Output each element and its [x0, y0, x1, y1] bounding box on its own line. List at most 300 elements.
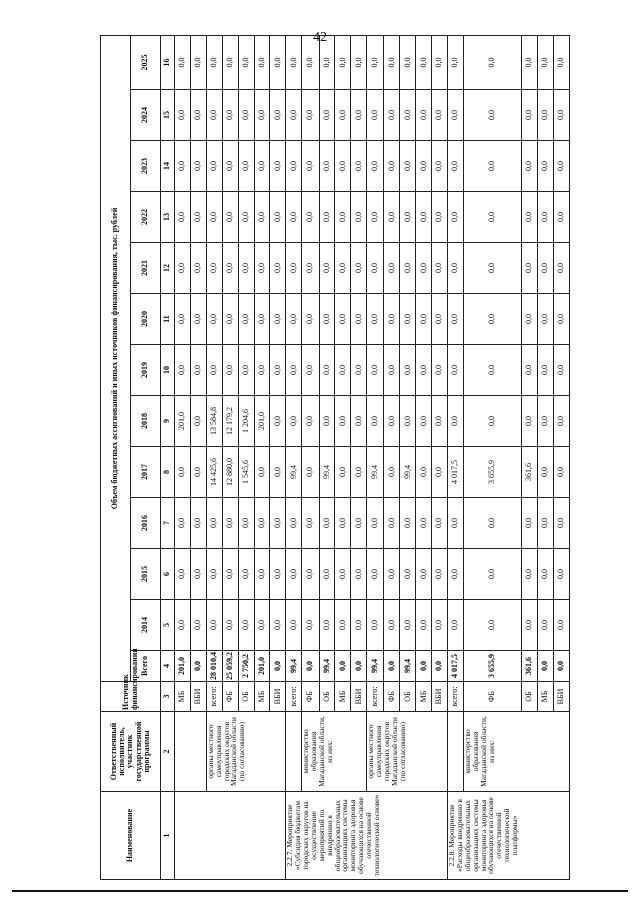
- year-value: 0,0: [270, 345, 286, 396]
- year-value: 0,0: [400, 35, 416, 89]
- responsible-executor: [175, 712, 207, 792]
- year-value: 0,0: [319, 549, 335, 600]
- year-value: 0,0: [522, 498, 538, 549]
- column-index: 1: [161, 792, 175, 880]
- year-value: 0,0: [351, 35, 367, 89]
- year-value: 0,0: [416, 35, 432, 89]
- header-year: 2022: [131, 192, 161, 243]
- year-value: 0,0: [538, 549, 554, 600]
- year-value: 0,0: [254, 600, 270, 651]
- year-value: 0,0: [335, 447, 351, 498]
- column-index: 4: [161, 651, 175, 682]
- column-index: 15: [161, 90, 175, 141]
- funding-source: МБ: [175, 682, 191, 712]
- year-value: 0,0: [416, 294, 432, 345]
- year-value: 0,0: [254, 141, 270, 192]
- column-index: 16: [161, 35, 175, 89]
- year-value: 12 179,2: [222, 396, 238, 447]
- total-value: 99,4: [319, 651, 335, 682]
- year-value: 0,0: [335, 35, 351, 89]
- year-value: 0,0: [270, 35, 286, 89]
- year-value: 0,0: [175, 90, 191, 141]
- year-value: 0,0: [400, 396, 416, 447]
- year-value: 0,0: [302, 192, 319, 243]
- year-value: 0,0: [190, 294, 206, 345]
- year-value: 0,0: [367, 243, 384, 294]
- year-value: 0,0: [553, 345, 569, 396]
- year-value: 0,0: [464, 192, 522, 243]
- year-value: 0,0: [384, 90, 400, 141]
- year-value: 3 655,9: [464, 447, 522, 498]
- year-value: 0,0: [522, 90, 538, 141]
- year-value: 0,0: [367, 600, 384, 651]
- year-value: 0,0: [286, 90, 302, 141]
- year-value: 0,0: [448, 549, 464, 600]
- funding-source: МБ: [254, 682, 270, 712]
- year-value: 0,0: [222, 35, 238, 89]
- total-value: 0,0: [553, 651, 569, 682]
- year-value: 0,0: [222, 345, 238, 396]
- year-value: 0,0: [522, 549, 538, 600]
- year-value: 0,0: [175, 294, 191, 345]
- year-value: 0,0: [206, 243, 222, 294]
- year-value: 0,0: [522, 396, 538, 447]
- column-index: 11: [161, 294, 175, 345]
- year-value: 0,0: [416, 345, 432, 396]
- year-value: 0,0: [432, 35, 448, 89]
- year-value: 0,0: [175, 447, 191, 498]
- year-value: 0,0: [553, 192, 569, 243]
- total-value: 28 010,4: [206, 651, 222, 682]
- year-value: 0,0: [190, 243, 206, 294]
- year-value: 0,0: [448, 35, 464, 89]
- year-value: 0,0: [367, 396, 384, 447]
- year-value: 0,0: [335, 549, 351, 600]
- column-index: 2: [161, 712, 175, 792]
- year-value: 0,0: [367, 294, 384, 345]
- total-value: 0,0: [384, 651, 400, 682]
- year-value: 0,0: [175, 498, 191, 549]
- year-value: 0,0: [553, 549, 569, 600]
- year-value: 0,0: [302, 396, 319, 447]
- year-value: 0,0: [270, 549, 286, 600]
- funding-source: всего:: [286, 682, 302, 712]
- year-value: 0,0: [448, 243, 464, 294]
- funding-source: МБ: [335, 682, 351, 712]
- year-value: 0,0: [553, 396, 569, 447]
- year-value: 0,0: [553, 294, 569, 345]
- year-value: 0,0: [522, 35, 538, 89]
- year-value: 0,0: [367, 498, 384, 549]
- year-value: 0,0: [538, 498, 554, 549]
- year-value: 0,0: [416, 192, 432, 243]
- year-value: 0,0: [367, 141, 384, 192]
- year-value: 0,0: [432, 447, 448, 498]
- year-value: 0,0: [432, 345, 448, 396]
- header-year: 2025: [131, 35, 161, 89]
- year-value: 0,0: [416, 90, 432, 141]
- year-value: 0,0: [448, 294, 464, 345]
- year-value: 0,0: [384, 396, 400, 447]
- year-value: 99,4: [319, 447, 335, 498]
- year-value: 0,0: [432, 294, 448, 345]
- year-value: 0,0: [302, 243, 319, 294]
- year-value: 0,0: [538, 345, 554, 396]
- year-value: 0,0: [351, 396, 367, 447]
- total-value: 0,0: [538, 651, 554, 682]
- year-value: 0,0: [538, 396, 554, 447]
- funding-source: ВБИ: [190, 682, 206, 712]
- year-value: 0,0: [351, 141, 367, 192]
- year-value: 0,0: [538, 447, 554, 498]
- year-value: 0,0: [400, 141, 416, 192]
- year-value: 0,0: [206, 294, 222, 345]
- funding-source: ФБ: [384, 682, 400, 712]
- column-index: 6: [161, 549, 175, 600]
- year-value: 0,0: [384, 192, 400, 243]
- column-index: 9: [161, 396, 175, 447]
- year-value: 0,0: [432, 396, 448, 447]
- year-value: 0,0: [286, 243, 302, 294]
- header-source: Источник финансирования: [101, 682, 161, 712]
- year-value: 99,4: [286, 447, 302, 498]
- header-year: 2017: [131, 447, 161, 498]
- header-year: 2021: [131, 243, 161, 294]
- year-value: 0,0: [175, 243, 191, 294]
- header-year: 2018: [131, 396, 161, 447]
- year-value: 0,0: [522, 345, 538, 396]
- year-value: 0,0: [254, 35, 270, 89]
- funding-source: ФБ: [464, 682, 522, 712]
- total-value: 201,0: [175, 651, 191, 682]
- year-value: 0,0: [190, 600, 206, 651]
- year-value: 0,0: [384, 345, 400, 396]
- year-value: 0,0: [238, 498, 254, 549]
- year-value: 0,0: [222, 90, 238, 141]
- year-value: 0,0: [400, 549, 416, 600]
- year-value: 0,0: [351, 549, 367, 600]
- year-value: 0,0: [319, 90, 335, 141]
- year-value: 0,0: [175, 35, 191, 89]
- year-value: 0,0: [270, 498, 286, 549]
- total-value: 99,4: [286, 651, 302, 682]
- year-value: 0,0: [302, 600, 319, 651]
- total-value: 2 750,2: [238, 651, 254, 682]
- year-value: 0,0: [553, 141, 569, 192]
- year-value: 201,0: [175, 396, 191, 447]
- year-value: 0,0: [222, 192, 238, 243]
- year-value: 0,0: [302, 447, 319, 498]
- year-value: 0,0: [238, 35, 254, 89]
- table-row: [464, 35, 522, 879]
- year-value: 0,0: [384, 549, 400, 600]
- year-value: 0,0: [238, 90, 254, 141]
- year-value: 0,0: [351, 600, 367, 651]
- year-value: 0,0: [175, 600, 191, 651]
- responsible-executor: министерство образования Магаданской области, из них:: [302, 712, 367, 792]
- year-value: 0,0: [553, 600, 569, 651]
- year-value: 0,0: [190, 498, 206, 549]
- funding-source: ВБИ: [432, 682, 448, 712]
- year-value: 0,0: [432, 600, 448, 651]
- year-value: 0,0: [416, 498, 432, 549]
- year-value: 0,0: [302, 90, 319, 141]
- year-value: 99,4: [367, 447, 384, 498]
- funding-source: МБ: [538, 682, 554, 712]
- header-year: 2015: [131, 549, 161, 600]
- year-value: 0,0: [448, 141, 464, 192]
- year-value: 0,0: [286, 294, 302, 345]
- year-value: 1 545,6: [238, 447, 254, 498]
- header-year: 2023: [131, 141, 161, 192]
- year-value: 0,0: [522, 192, 538, 243]
- year-value: 0,0: [238, 192, 254, 243]
- year-value: 0,0: [302, 141, 319, 192]
- year-value: 0,0: [238, 141, 254, 192]
- year-value: 0,0: [400, 90, 416, 141]
- year-value: 0,0: [335, 345, 351, 396]
- bottom-rule: [12, 890, 628, 892]
- year-value: 0,0: [238, 549, 254, 600]
- year-value: 0,0: [553, 35, 569, 89]
- year-value: 0,0: [432, 90, 448, 141]
- year-value: 0,0: [464, 141, 522, 192]
- year-value: 0,0: [367, 345, 384, 396]
- year-value: 0,0: [335, 498, 351, 549]
- year-value: 0,0: [319, 396, 335, 447]
- year-value: 0,0: [538, 141, 554, 192]
- header-year: 2024: [131, 90, 161, 141]
- year-value: 0,0: [367, 35, 384, 89]
- year-value: 0,0: [286, 141, 302, 192]
- measure-name: 2.2.7. Мероприятие «Субсидия бюджетам городских округов на осуществление мероприятий по внедрению в общеобразовательных организациях системы мониторинга здоровья обучающихся на основе отечественной технологической основе»: [286, 792, 448, 880]
- header-year: 2014: [131, 600, 161, 651]
- header-name: Наименование: [101, 792, 161, 880]
- responsible-executor: органы местного самоуправления городских округов Магаданской области (по согласованию): [206, 712, 286, 792]
- year-value: 0,0: [384, 243, 400, 294]
- table-row: [286, 35, 302, 879]
- total-value: 0,0: [335, 651, 351, 682]
- year-value: 0,0: [384, 294, 400, 345]
- year-value: 0,0: [400, 294, 416, 345]
- year-value: 0,0: [222, 294, 238, 345]
- funding-source: ФБ: [222, 682, 238, 712]
- year-value: 0,0: [270, 141, 286, 192]
- year-value: 201,0: [254, 396, 270, 447]
- year-value: 0,0: [367, 549, 384, 600]
- year-value: 0,0: [206, 35, 222, 89]
- year-value: 0,0: [238, 600, 254, 651]
- year-value: 0,0: [319, 294, 335, 345]
- year-value: 0,0: [384, 141, 400, 192]
- responsible-executor: [286, 712, 302, 792]
- year-value: 0,0: [432, 192, 448, 243]
- year-value: 0,0: [190, 90, 206, 141]
- year-value: 0,0: [206, 600, 222, 651]
- total-value: 0,0: [416, 651, 432, 682]
- year-value: 0,0: [351, 90, 367, 141]
- table-row: [302, 35, 319, 879]
- year-value: 0,0: [222, 498, 238, 549]
- year-value: 0,0: [416, 600, 432, 651]
- year-value: 0,0: [400, 345, 416, 396]
- funding-source: ФБ: [302, 682, 319, 712]
- year-value: 0,0: [222, 141, 238, 192]
- funding-source: МБ: [416, 682, 432, 712]
- year-value: 0,0: [254, 549, 270, 600]
- year-value: 0,0: [270, 90, 286, 141]
- year-value: 0,0: [448, 396, 464, 447]
- year-value: 0,0: [335, 294, 351, 345]
- year-value: 0,0: [448, 600, 464, 651]
- year-value: 0,0: [448, 345, 464, 396]
- year-value: 0,0: [286, 345, 302, 396]
- year-value: 0,0: [270, 294, 286, 345]
- year-value: 0,0: [222, 600, 238, 651]
- year-value: 99,4: [400, 447, 416, 498]
- year-value: 0,0: [254, 498, 270, 549]
- year-value: 0,0: [270, 447, 286, 498]
- year-value: 0,0: [175, 141, 191, 192]
- year-value: 0,0: [190, 396, 206, 447]
- year-value: 0,0: [238, 294, 254, 345]
- year-value: 0,0: [538, 192, 554, 243]
- measure-name: 2.2.8. Мероприятие «Расходы внедрению в общеобразовательных организациях системы мониторинга здоровья обучающихся на основе отечественной технологической платформы»: [448, 792, 570, 880]
- year-value: 12 880,0: [222, 447, 238, 498]
- year-value: 0,0: [206, 498, 222, 549]
- year-value: 0,0: [448, 498, 464, 549]
- year-value: 0,0: [522, 600, 538, 651]
- year-value: 0,0: [175, 345, 191, 396]
- year-value: 0,0: [319, 600, 335, 651]
- year-value: 13 584,8: [206, 396, 222, 447]
- year-value: 0,0: [538, 294, 554, 345]
- total-value: 99,4: [367, 651, 384, 682]
- year-value: 0,0: [416, 243, 432, 294]
- total-value: 0,0: [270, 651, 286, 682]
- year-value: 0,0: [400, 192, 416, 243]
- column-index: 5: [161, 600, 175, 651]
- financing-table: [100, 35, 570, 880]
- header-year: 2016: [131, 498, 161, 549]
- year-value: 0,0: [286, 498, 302, 549]
- year-value: 0,0: [464, 549, 522, 600]
- year-value: 0,0: [222, 549, 238, 600]
- year-value: 0,0: [464, 243, 522, 294]
- year-value: 0,0: [553, 90, 569, 141]
- year-value: 0,0: [553, 447, 569, 498]
- year-value: 0,0: [319, 498, 335, 549]
- year-value: 0,0: [464, 294, 522, 345]
- year-value: 0,0: [302, 345, 319, 396]
- year-value: 0,0: [319, 192, 335, 243]
- year-value: 0,0: [335, 90, 351, 141]
- year-value: 0,0: [553, 498, 569, 549]
- year-value: 0,0: [432, 498, 448, 549]
- total-value: 0,0: [190, 651, 206, 682]
- year-value: 0,0: [538, 35, 554, 89]
- year-value: 0,0: [538, 90, 554, 141]
- year-value: 0,0: [270, 192, 286, 243]
- year-value: 14 425,6: [206, 447, 222, 498]
- year-value: 0,0: [206, 549, 222, 600]
- year-value: 0,0: [286, 192, 302, 243]
- year-value: 0,0: [206, 141, 222, 192]
- funding-source: всего:: [206, 682, 222, 712]
- funding-source: всего:: [367, 682, 384, 712]
- header-total: Всего: [131, 651, 161, 682]
- year-value: 0,0: [448, 90, 464, 141]
- year-value: 0,0: [432, 141, 448, 192]
- year-value: 0,0: [416, 447, 432, 498]
- year-value: 0,0: [254, 90, 270, 141]
- year-value: 0,0: [522, 243, 538, 294]
- year-value: 0,0: [384, 498, 400, 549]
- table-row: [175, 35, 191, 879]
- year-value: 0,0: [464, 498, 522, 549]
- year-value: 0,0: [254, 345, 270, 396]
- year-value: 361,6: [522, 447, 538, 498]
- year-value: 0,0: [416, 141, 432, 192]
- funding-source: ОБ: [522, 682, 538, 712]
- year-value: 0,0: [206, 345, 222, 396]
- year-value: 0,0: [175, 192, 191, 243]
- year-value: 0,0: [522, 141, 538, 192]
- year-value: 0,0: [302, 294, 319, 345]
- year-value: 0,0: [351, 498, 367, 549]
- column-index: 13: [161, 192, 175, 243]
- total-value: 3 655,9: [464, 651, 522, 682]
- year-value: 0,0: [206, 90, 222, 141]
- total-value: 99,4: [400, 651, 416, 682]
- year-value: 0,0: [286, 396, 302, 447]
- total-value: 201,0: [254, 651, 270, 682]
- year-value: 0,0: [464, 600, 522, 651]
- total-value: 0,0: [302, 651, 319, 682]
- year-value: 0,0: [335, 192, 351, 243]
- year-value: 0,0: [351, 447, 367, 498]
- year-value: 0,0: [270, 600, 286, 651]
- year-value: 0,0: [432, 549, 448, 600]
- header-responsible: Ответственный исполнитель, участник государственной программы: [101, 712, 161, 792]
- year-value: 0,0: [400, 243, 416, 294]
- responsible-executor: органы местного самоуправления городских округов Магаданской области (по согласованию): [367, 712, 448, 792]
- year-value: 0,0: [553, 243, 569, 294]
- year-value: 0,0: [335, 243, 351, 294]
- total-value: 4 017,5: [448, 651, 464, 682]
- page-number: 42: [313, 30, 327, 45]
- year-value: 0,0: [351, 243, 367, 294]
- year-value: 0,0: [190, 345, 206, 396]
- header-year: 2019: [131, 345, 161, 396]
- year-value: 0,0: [190, 192, 206, 243]
- year-value: 0,0: [367, 192, 384, 243]
- year-value: 0,0: [384, 447, 400, 498]
- year-value: 0,0: [319, 35, 335, 89]
- measure-name: [175, 792, 286, 880]
- year-value: 0,0: [448, 192, 464, 243]
- year-value: 0,0: [319, 141, 335, 192]
- year-value: 0,0: [270, 396, 286, 447]
- responsible-executor: министерство образования Магаданской области, из них:: [464, 712, 570, 792]
- year-value: 0,0: [464, 345, 522, 396]
- year-value: 0,0: [222, 243, 238, 294]
- year-value: 0,0: [190, 447, 206, 498]
- year-value: 0,0: [190, 549, 206, 600]
- year-value: 0,0: [302, 549, 319, 600]
- year-value: 0,0: [400, 498, 416, 549]
- year-value: 0,0: [351, 294, 367, 345]
